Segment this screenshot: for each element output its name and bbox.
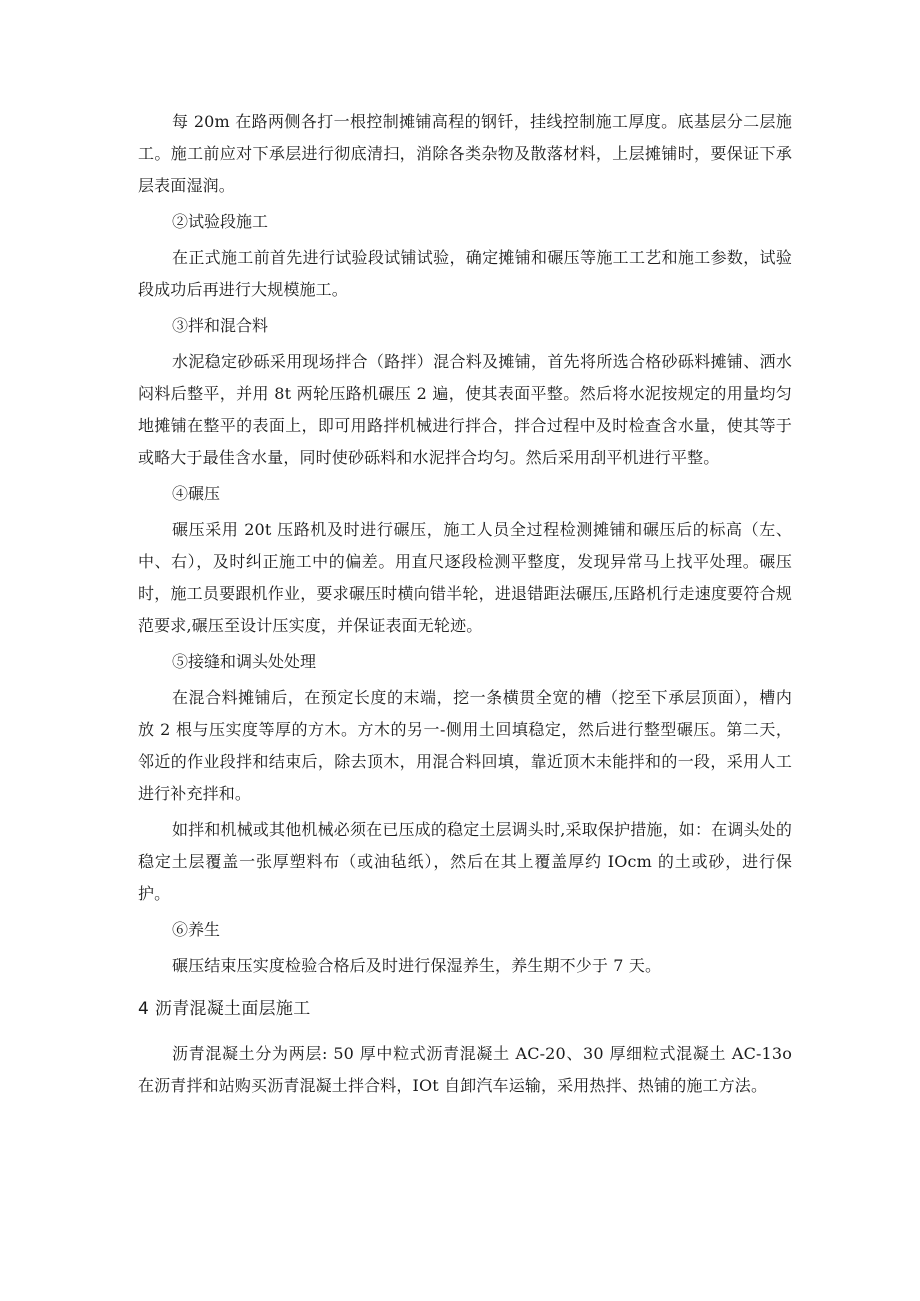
subheading-compaction: ④碾压 <box>172 484 221 503</box>
subheading-mixing: ③拌和混合料 <box>172 316 269 335</box>
subheading-trial-section: ②试验段施工 <box>172 212 269 231</box>
subheading-curing: ⑥养生 <box>172 920 221 939</box>
paragraph-trial-section: 在正式施工前首先进行试验段试铺试验，确定摊铺和碾压等施工工艺和施工参数，试验段成功后再进行大规模施工。 <box>138 248 792 299</box>
document-body <box>138 106 792 1102</box>
paragraph-mixing: 水泥稳定砂砾采用现场拌合（路拌）混合料及摊铺，首先将所选合格砂砾料摊铺、洒水闷料后整平，并用 8t 两轮压路机碾压 2 遍，使其表面平整。然后将水泥按规定的用量均匀地摊铺在整平的表面上，即可用路拌机械进行拌合，拌合过程中及时检查含水量，使其等于或略大于最佳含水量，同时使砂砾料和水泥拌合均匀。然后采用刮平机进行平整。 <box>138 352 792 467</box>
paragraph-base-layer-control: 每 20m 在路两侧各打一根控制摊铺高程的钢钎，挂线控制施工厚度。底基层分二层施工。施工前应对下承层进行彻底清扫，消除各类杂物及散落材料，上层摊铺时，要保证下承层表面湿润。 <box>138 112 792 195</box>
subheading-joints: ⑤接缝和调头处处理 <box>172 652 317 671</box>
section-heading-asphalt: 4 沥青混凝土面层施工 <box>138 999 311 1019</box>
paragraph-curing: 碾压结束压实度检验合格后及时进行保湿养生，养生期不少于 7 天。 <box>172 956 662 975</box>
paragraph-asphalt: 沥青混凝土分为两层: 50 厚中粒式沥青混凝土 AC-20、30 厚细粒式混凝土 AC-13o 在沥青拌和站购买沥青混凝土拌合料，IOt 自卸汽车运输，采用热拌、热铺的施工方法。 <box>138 1044 792 1095</box>
paragraph-turnaround-protection: 如拌和机械或其他机械必须在已压成的稳定土层调头时,采取保护措施，如：在调头处的稳定土层覆盖一张厚塑料布（或油毡纸），然后在其上覆盖厚约 IOcm 的土或砂，进行保护。 <box>138 820 792 903</box>
paragraph-joints: 在混合料摊铺后，在预定长度的末端，挖一条横贯全宽的槽（挖至下承层顶面），槽内放 2 根与压实度等厚的方木。方木的另一-侧用土回填稳定，然后进行整型碾压。第二天，邻近的作业段拌和结束后，除去顶木，用混合料回填，靠近顶木未能拌和的一段，采用人工进行补充拌和。 <box>138 688 792 803</box>
paragraph-compaction: 碾压采用 20t 压路机及时进行碾压，施工人员全过程检测摊铺和碾压后的标高（左、中、右），及时纠正施工中的偏差。用直尺逐段检测平整度，发现异常马上找平处理。碾压时，施工员要跟机作业，要求碾压时横向错半轮，进退错距法碾压,压路机行走速度要符合规范要求,碾压至设计压实度，并保证表面无轮迹。 <box>138 520 792 635</box>
